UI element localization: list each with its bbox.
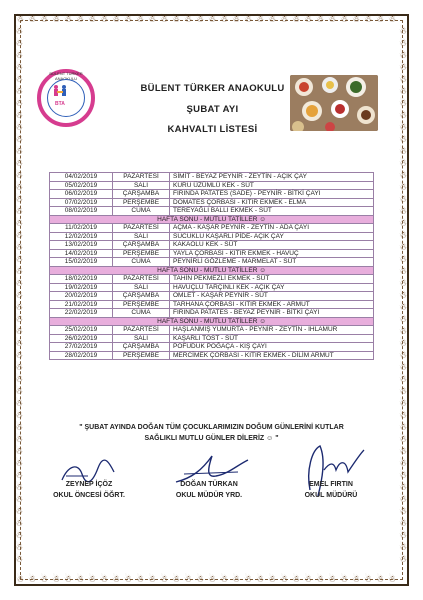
breakfast-photo xyxy=(290,75,378,131)
signer-1-role: OKUL ÖNCESİ ÖĞRT. xyxy=(53,492,125,499)
gingerbread-man-icon: ☃ xyxy=(399,530,408,540)
gingerbread-man-icon: ☃ xyxy=(15,314,24,324)
gingerbread-man-icon: ☃ xyxy=(15,302,24,312)
gingerbread-man-icon: ☃ xyxy=(292,574,301,584)
menu-row xyxy=(50,173,374,182)
menu-row xyxy=(50,300,374,309)
gingerbread-man-icon: ☃ xyxy=(399,302,408,312)
gingerbread-man-icon: ☃ xyxy=(15,518,24,528)
gingerbread-man-icon: ☃ xyxy=(15,458,24,468)
gingerbread-man-icon: ☃ xyxy=(15,266,24,276)
menu-row xyxy=(50,351,374,360)
meal-cell: TEREYAĞLI BALLI EKMEK - SÜT xyxy=(170,207,374,216)
date-cell: 08/02/2019 xyxy=(50,207,113,216)
gingerbread-man-icon: ☃ xyxy=(184,14,193,24)
day-cell: PERŞEMBE xyxy=(113,300,170,309)
gingerbread-man-icon: ☃ xyxy=(352,574,361,584)
gingerbread-man-icon: ☃ xyxy=(15,98,24,108)
gingerbread-man-icon: ☃ xyxy=(340,574,349,584)
gingerbread-man-icon: ☃ xyxy=(399,182,408,192)
breakfast-menu-table xyxy=(49,172,374,360)
gingerbread-man-icon: ☃ xyxy=(376,14,385,24)
date-cell: 06/02/2019 xyxy=(50,190,113,199)
day-cell: SALI xyxy=(113,283,170,292)
gingerbread-man-icon: ☃ xyxy=(15,410,24,420)
list-title: KAHVALTI LİSTESİ xyxy=(167,124,258,135)
gingerbread-man-icon: ☃ xyxy=(52,574,61,584)
gingerbread-man-icon: ☃ xyxy=(376,574,385,584)
gingerbread-man-icon: ☃ xyxy=(280,574,289,584)
gingerbread-man-icon: ☃ xyxy=(399,506,408,516)
gingerbread-man-icon: ☃ xyxy=(244,574,253,584)
meal-cell: SİMİT - BEYAZ PEYNİR - ZEYTİN - AÇIK ÇAY xyxy=(170,173,374,182)
gingerbread-man-icon: ☃ xyxy=(399,50,408,60)
gingerbread-man-icon: ☃ xyxy=(15,86,24,96)
gingerbread-man-icon: ☃ xyxy=(28,574,37,584)
gingerbread-man-icon: ☃ xyxy=(399,458,408,468)
gingerbread-man-icon: ☃ xyxy=(399,266,408,276)
date-cell: 05/02/2019 xyxy=(50,181,113,190)
gingerbread-man-icon: ☃ xyxy=(15,218,24,228)
day-cell: SALI xyxy=(113,181,170,190)
gingerbread-man-icon: ☃ xyxy=(15,26,24,36)
date-cell: 19/02/2019 xyxy=(50,283,113,292)
date-cell: 25/02/2019 xyxy=(50,326,113,335)
date-cell: 15/02/2019 xyxy=(50,258,113,267)
weekend-text: HAFTA SONU - MUTLU TATİLLER ☺ xyxy=(50,317,374,326)
gingerbread-man-icon: ☃ xyxy=(64,14,73,24)
gingerbread-man-icon: ☃ xyxy=(232,14,241,24)
meal-cell: OMLET - KAŞAR PEYNİR - SÜT xyxy=(170,292,374,301)
month-title: ŞUBAT AYI xyxy=(186,104,239,115)
gingerbread-man-icon: ☃ xyxy=(148,14,157,24)
day-cell: CUMA xyxy=(113,207,170,216)
gingerbread-man-icon: ☃ xyxy=(208,574,217,584)
logo-abbr: BTA xyxy=(55,101,65,107)
gingerbread-man-icon: ☃ xyxy=(15,122,24,132)
signer-2-name: DOĞAN TÜRKAN xyxy=(180,481,238,488)
meal-cell: FIRINDA PATATES (SADE) - PEYNİR - BİTKİ ÇAYI xyxy=(170,190,374,199)
day-cell: SALI xyxy=(113,334,170,343)
menu-row xyxy=(50,232,374,241)
menu-row xyxy=(50,343,374,352)
gingerbread-man-icon: ☃ xyxy=(399,314,408,324)
date-cell: 27/02/2019 xyxy=(50,343,113,352)
gingerbread-man-icon: ☃ xyxy=(88,574,97,584)
gingerbread-man-icon: ☃ xyxy=(15,254,24,264)
day-cell: CUMA xyxy=(113,258,170,267)
gingerbread-man-icon: ☃ xyxy=(399,218,408,228)
gingerbread-man-icon: ☃ xyxy=(280,14,289,24)
gingerbread-man-icon: ☃ xyxy=(399,470,408,480)
meal-cell: KAKAOLU KEK - SÜT xyxy=(170,241,374,250)
gingerbread-man-icon: ☃ xyxy=(148,574,157,584)
gingerbread-man-icon: ☃ xyxy=(15,74,24,84)
gingerbread-man-icon: ☃ xyxy=(232,574,241,584)
gingerbread-man-icon: ☃ xyxy=(15,326,24,336)
gingerbread-man-icon: ☃ xyxy=(399,362,408,372)
gingerbread-man-icon: ☃ xyxy=(15,62,24,72)
day-cell: ÇARŞAMBA xyxy=(113,343,170,352)
meal-cell: HAŞLANMIŞ YUMURTA - PEYNİR - ZEYTİN - IHLAMUR xyxy=(170,326,374,335)
signer-3-role: OKUL MÜDÜRÜ xyxy=(304,492,358,499)
gingerbread-man-icon: ☃ xyxy=(15,134,24,144)
weekend-row xyxy=(50,266,374,275)
meal-cell: HAVUÇLU TARÇINLI KEK - AÇIK ÇAY xyxy=(170,283,374,292)
gingerbread-man-icon: ☃ xyxy=(15,278,24,288)
gingerbread-man-icon: ☃ xyxy=(15,290,24,300)
meal-cell: YAYLA ÇORBASI - KITIR EKMEK - HAVUÇ xyxy=(170,249,374,258)
day-cell: SALI xyxy=(113,232,170,241)
menu-row xyxy=(50,224,374,233)
gingerbread-man-icon: ☃ xyxy=(364,574,373,584)
children-icon xyxy=(52,84,68,98)
date-cell: 13/02/2019 xyxy=(50,241,113,250)
gingerbread-man-icon: ☃ xyxy=(184,574,193,584)
gingerbread-man-icon: ☃ xyxy=(15,194,24,204)
weekend-row xyxy=(50,317,374,326)
gingerbread-man-icon: ☃ xyxy=(388,574,397,584)
meal-cell: KURU ÜZÜMLÜ KEK - SÜT xyxy=(170,181,374,190)
gingerbread-man-icon: ☃ xyxy=(244,14,253,24)
gingerbread-man-icon: ☃ xyxy=(15,530,24,540)
gingerbread-man-icon: ☃ xyxy=(399,170,408,180)
gingerbread-man-icon: ☃ xyxy=(40,14,49,24)
gingerbread-man-icon: ☃ xyxy=(16,574,25,584)
gingerbread-man-icon: ☃ xyxy=(399,194,408,204)
date-cell: 26/02/2019 xyxy=(50,334,113,343)
signer-1-name: ZEYNEP İÇÖZ xyxy=(65,481,113,488)
meal-cell: AÇMA - KAŞAR PEYNİR - ZEYTİN - ADA ÇAYI xyxy=(170,224,374,233)
menu-row xyxy=(50,207,374,216)
gingerbread-man-icon: ☃ xyxy=(15,446,24,456)
gingerbread-man-icon: ☃ xyxy=(304,574,313,584)
gingerbread-man-icon: ☃ xyxy=(16,14,25,24)
gingerbread-man-icon: ☃ xyxy=(15,338,24,348)
gingerbread-man-icon: ☃ xyxy=(124,14,133,24)
gingerbread-man-icon: ☃ xyxy=(256,574,265,584)
gingerbread-man-icon: ☃ xyxy=(399,230,408,240)
gingerbread-man-icon: ☃ xyxy=(15,470,24,480)
logo-ring-text: BÜLENT TÜRKER ANAOKULU xyxy=(49,71,83,81)
gingerbread-man-icon: ☃ xyxy=(399,254,408,264)
gingerbread-man-icon: ☃ xyxy=(15,170,24,180)
gingerbread-man-icon: ☃ xyxy=(399,410,408,420)
date-cell: 07/02/2019 xyxy=(50,198,113,207)
gingerbread-man-icon: ☃ xyxy=(399,62,408,72)
gingerbread-man-icon: ☃ xyxy=(15,542,24,552)
menu-row xyxy=(50,258,374,267)
gingerbread-man-icon: ☃ xyxy=(399,38,408,48)
gingerbread-man-icon: ☃ xyxy=(399,158,408,168)
gingerbread-man-icon: ☃ xyxy=(15,38,24,48)
gingerbread-man-icon: ☃ xyxy=(399,242,408,252)
gingerbread-man-icon: ☃ xyxy=(160,574,169,584)
gingerbread-man-icon: ☃ xyxy=(399,554,408,564)
gingerbread-man-icon: ☃ xyxy=(399,122,408,132)
gingerbread-man-icon: ☃ xyxy=(76,14,85,24)
gingerbread-man-icon: ☃ xyxy=(220,574,229,584)
day-cell: PAZARTESİ xyxy=(113,224,170,233)
gingerbread-man-icon: ☃ xyxy=(28,14,37,24)
gingerbread-man-icon: ☃ xyxy=(399,74,408,84)
gingerbread-man-icon: ☃ xyxy=(399,386,408,396)
gingerbread-man-icon: ☃ xyxy=(88,14,97,24)
gingerbread-man-icon: ☃ xyxy=(399,26,408,36)
gingerbread-man-icon: ☃ xyxy=(220,14,229,24)
day-cell: PERŞEMBE xyxy=(113,351,170,360)
gingerbread-man-icon: ☃ xyxy=(316,574,325,584)
day-cell: PERŞEMBE xyxy=(113,198,170,207)
gingerbread-man-icon: ☃ xyxy=(256,14,265,24)
gingerbread-man-icon: ☃ xyxy=(100,14,109,24)
gingerbread-man-icon: ☃ xyxy=(15,482,24,492)
gingerbread-man-icon: ☃ xyxy=(316,14,325,24)
meal-cell: PEYNİRLİ GÖZLEME - MARMELAT - SÜT xyxy=(170,258,374,267)
gingerbread-man-icon: ☃ xyxy=(15,386,24,396)
birthday-note-line2: SAĞLIKLI MUTLU GÜNLER DİLERİZ ☺ " xyxy=(144,435,279,442)
date-cell: 12/02/2019 xyxy=(50,232,113,241)
gingerbread-man-icon: ☃ xyxy=(172,14,181,24)
school-logo xyxy=(37,69,95,127)
gingerbread-man-icon: ☃ xyxy=(399,542,408,552)
gingerbread-man-icon: ☃ xyxy=(268,14,277,24)
gingerbread-man-icon: ☃ xyxy=(196,574,205,584)
gingerbread-man-icon: ☃ xyxy=(136,14,145,24)
gingerbread-man-icon: ☃ xyxy=(399,86,408,96)
menu-row xyxy=(50,309,374,318)
gingerbread-man-icon: ☃ xyxy=(268,574,277,584)
gingerbread-man-icon: ☃ xyxy=(292,14,301,24)
day-cell: PAZARTESİ xyxy=(113,173,170,182)
meal-cell: TARHANA ÇORBASI - KITIR EKMEK - ARMUT xyxy=(170,300,374,309)
gingerbread-man-icon: ☃ xyxy=(364,14,373,24)
birthday-note-line1: " ŞUBAT AYINDA DOĞAN TÜM ÇOCUKLARIMIZIN DOĞUM GÜNLERİNİ KUTLAR xyxy=(79,424,344,431)
signer-3-name: EMEL FIRTIN xyxy=(309,481,353,488)
signature-emel xyxy=(300,440,370,500)
meal-cell: MERCİMEK ÇORBASI - KITIR EKMEK - DİLİM ARMUT xyxy=(170,351,374,360)
gingerbread-man-icon: ☃ xyxy=(15,362,24,372)
gingerbread-man-icon: ☃ xyxy=(399,374,408,384)
day-cell: PAZARTESİ xyxy=(113,275,170,284)
gingerbread-man-icon: ☃ xyxy=(64,574,73,584)
gingerbread-man-icon: ☃ xyxy=(399,350,408,360)
gingerbread-man-icon: ☃ xyxy=(15,554,24,564)
gingerbread-man-icon: ☃ xyxy=(160,14,169,24)
gingerbread-man-icon: ☃ xyxy=(15,182,24,192)
gingerbread-man-icon: ☃ xyxy=(52,14,61,24)
gingerbread-man-icon: ☃ xyxy=(15,398,24,408)
gingerbread-man-icon: ☃ xyxy=(399,98,408,108)
gingerbread-man-icon: ☃ xyxy=(15,350,24,360)
date-cell: 22/02/2019 xyxy=(50,309,113,318)
gingerbread-man-icon: ☃ xyxy=(15,374,24,384)
gingerbread-man-icon: ☃ xyxy=(399,434,408,444)
date-cell: 28/02/2019 xyxy=(50,351,113,360)
gingerbread-man-icon: ☃ xyxy=(15,506,24,516)
gingerbread-man-icon: ☃ xyxy=(15,158,24,168)
day-cell: ÇARŞAMBA xyxy=(113,190,170,199)
signer-2-role: OKUL MÜDÜR YRD. xyxy=(175,492,243,499)
menu-row xyxy=(50,283,374,292)
meal-cell: POFUDUK POĞAÇA - KIŞ ÇAYI xyxy=(170,343,374,352)
menu-row xyxy=(50,275,374,284)
date-cell: 21/02/2019 xyxy=(50,300,113,309)
menu-row xyxy=(50,334,374,343)
gingerbread-man-icon: ☃ xyxy=(112,574,121,584)
date-cell: 11/02/2019 xyxy=(50,224,113,233)
menu-row xyxy=(50,181,374,190)
gingerbread-man-icon: ☃ xyxy=(15,434,24,444)
day-cell: PAZARTESİ xyxy=(113,326,170,335)
gingerbread-man-icon: ☃ xyxy=(15,422,24,432)
gingerbread-man-icon: ☃ xyxy=(399,422,408,432)
weekend-text: HAFTA SONU - MUTLU TATİLLER ☺ xyxy=(50,266,374,275)
meal-cell: KAŞARLI TOST - SÜT xyxy=(170,334,374,343)
menu-row xyxy=(50,292,374,301)
gingerbread-man-icon: ☃ xyxy=(100,574,109,584)
gingerbread-man-icon: ☃ xyxy=(399,206,408,216)
gingerbread-man-icon: ☃ xyxy=(328,14,337,24)
gingerbread-man-icon: ☃ xyxy=(399,290,408,300)
weekend-row xyxy=(50,215,374,224)
menu-row xyxy=(50,249,374,258)
gingerbread-man-icon: ☃ xyxy=(76,574,85,584)
gingerbread-man-icon: ☃ xyxy=(15,110,24,120)
gingerbread-man-icon: ☃ xyxy=(15,494,24,504)
gingerbread-man-icon: ☃ xyxy=(208,14,217,24)
gingerbread-man-icon: ☃ xyxy=(399,482,408,492)
gingerbread-man-icon: ☃ xyxy=(399,338,408,348)
weekend-text: HAFTA SONU - MUTLU TATİLLER ☺ xyxy=(50,215,374,224)
gingerbread-man-icon: ☃ xyxy=(196,14,205,24)
gingerbread-man-icon: ☃ xyxy=(112,14,121,24)
gingerbread-man-icon: ☃ xyxy=(15,230,24,240)
gingerbread-man-icon: ☃ xyxy=(399,398,408,408)
menu-row xyxy=(50,326,374,335)
school-name: BÜLENT TÜRKER ANAOKULU xyxy=(140,83,285,94)
gingerbread-man-icon: ☃ xyxy=(399,110,408,120)
meal-cell: DOMATES ÇORBASI - KITIR EKMEK - ELMA xyxy=(170,198,374,207)
gingerbread-man-icon: ☃ xyxy=(399,326,408,336)
date-cell: 04/02/2019 xyxy=(50,173,113,182)
day-cell: ÇARŞAMBA xyxy=(113,292,170,301)
gingerbread-man-icon: ☃ xyxy=(15,146,24,156)
date-cell: 20/02/2019 xyxy=(50,292,113,301)
gingerbread-man-icon: ☃ xyxy=(352,14,361,24)
gingerbread-man-icon: ☃ xyxy=(399,278,408,288)
day-cell: PERŞEMBE xyxy=(113,249,170,258)
gingerbread-man-icon: ☃ xyxy=(304,14,313,24)
menu-row xyxy=(50,190,374,199)
meal-cell: SUCUKLU KAŞARLI PİDE- AÇIK ÇAY xyxy=(170,232,374,241)
day-cell: CUMA xyxy=(113,309,170,318)
gingerbread-man-icon: ☃ xyxy=(399,446,408,456)
gingerbread-man-icon: ☃ xyxy=(399,518,408,528)
gingerbread-man-icon: ☃ xyxy=(136,574,145,584)
gingerbread-man-icon: ☃ xyxy=(399,134,408,144)
meal-cell: TAHİN PEKMEZLİ EKMEK - SÜT xyxy=(170,275,374,284)
gingerbread-man-icon: ☃ xyxy=(40,574,49,584)
date-cell: 14/02/2019 xyxy=(50,249,113,258)
gingerbread-man-icon: ☃ xyxy=(399,146,408,156)
gingerbread-man-icon: ☃ xyxy=(328,574,337,584)
gingerbread-man-icon: ☃ xyxy=(388,14,397,24)
gingerbread-man-icon: ☃ xyxy=(172,574,181,584)
gingerbread-man-icon: ☃ xyxy=(340,14,349,24)
gingerbread-man-icon: ☃ xyxy=(124,574,133,584)
menu-row xyxy=(50,198,374,207)
gingerbread-man-icon: ☃ xyxy=(399,494,408,504)
gingerbread-man-icon: ☃ xyxy=(15,50,24,60)
gingerbread-man-icon: ☃ xyxy=(15,206,24,216)
day-cell: ÇARŞAMBA xyxy=(113,241,170,250)
meal-cell: FIRINDA PATATES - BEYAZ PEYNİR - BİTKİ ÇAYI xyxy=(170,309,374,318)
menu-row xyxy=(50,241,374,250)
gingerbread-man-icon: ☃ xyxy=(15,242,24,252)
date-cell: 18/02/2019 xyxy=(50,275,113,284)
